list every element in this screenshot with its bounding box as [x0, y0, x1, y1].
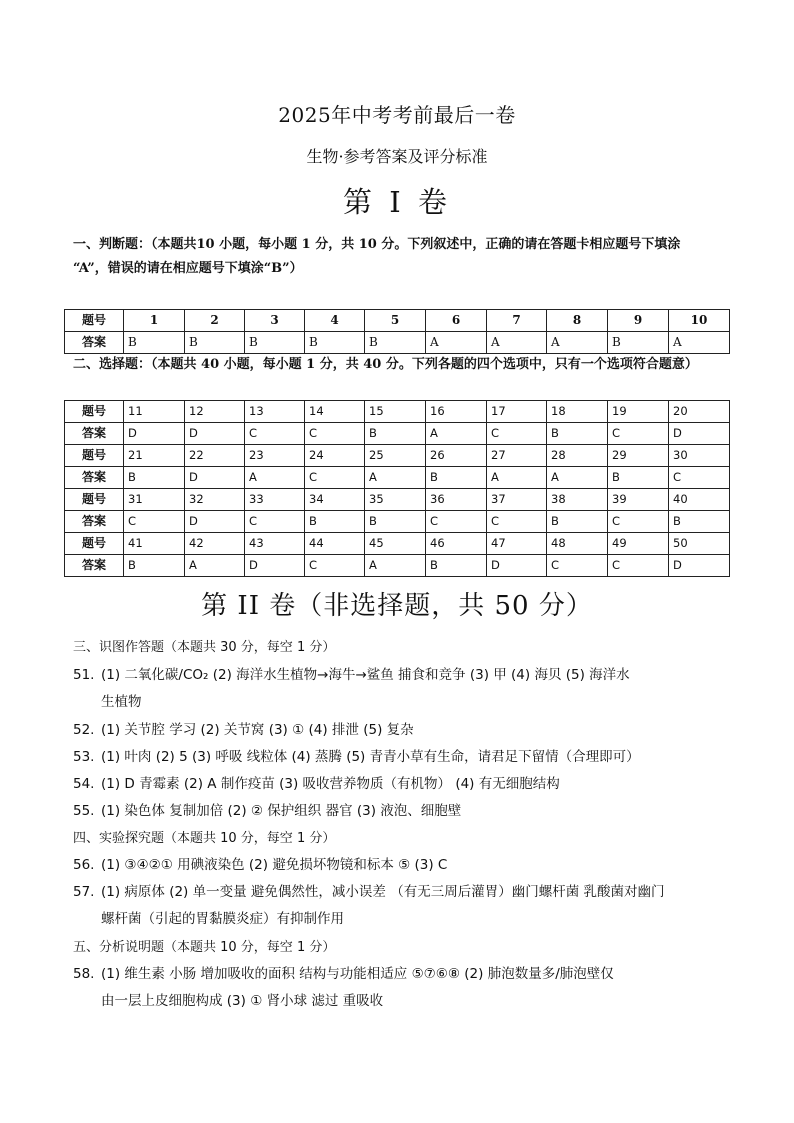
answer-cell: C [608, 423, 669, 445]
row-header-number: 题号 [65, 445, 124, 467]
table-row [65, 555, 730, 577]
item-text: (1) 关节腔 学习 (2) 关节窝 (3) ① (4) 排泄 (5) 复杂 [101, 722, 414, 738]
item-text: (1) 病原体 (2) 单一变量 避免偶然性，减小误差 （有无三周后灌胃）幽门螺杆菌 乳酸菌对幽门 [101, 884, 665, 900]
item-number: 55. [73, 803, 95, 819]
section-1-heading-line1: 一、判断题：（本题共10 小题，每小题 1 分，共 10 分。下列叙述中，正确的请在答题卡相应题号下填涂 [73, 237, 681, 252]
question-number: 43 [245, 533, 305, 555]
question-number: 36 [426, 489, 487, 511]
answer-cell: D [669, 555, 730, 577]
question-number: 11 [124, 401, 185, 423]
answer-cell: C [608, 511, 669, 533]
row-header-answer: 答案 [65, 555, 124, 577]
answer-cell: B [305, 511, 365, 533]
page-title: 2025年中考考前最后一卷 [278, 103, 516, 127]
answer-cell: B [608, 467, 669, 489]
row-header-answer: 答案 [65, 511, 124, 533]
row-header-answer: 答案 [65, 467, 124, 489]
item-number: 51. [73, 667, 95, 683]
answer-cell: C [245, 423, 305, 445]
question-number: 20 [669, 401, 730, 423]
question-number: 44 [305, 533, 365, 555]
answer-item-52 [73, 717, 728, 744]
item-text: (1) 二氧化碳/CO₂ (2) 海洋水生植物→海牛→鲨鱼 捕食和竞争 (3) 甲 (4) 海贝 (5) 海洋水 [101, 667, 630, 683]
item-text: (1) 叶肉 (2) 5 (3) 呼吸 线粒体 (4) 蒸腾 (5) 青青小草有生命，请君足下留情（合理即可） [101, 749, 640, 765]
question-number: 28 [547, 445, 608, 467]
question-number: 21 [124, 445, 185, 467]
answer-cell: B [124, 467, 185, 489]
answer-cell: D [245, 555, 305, 577]
question-number: 6 [426, 310, 487, 332]
question-number: 23 [245, 445, 305, 467]
answer-cell: B [365, 511, 426, 533]
answer-cell: B [547, 511, 608, 533]
answer-cell: C [487, 423, 547, 445]
question-number: 22 [185, 445, 245, 467]
judgment-answer-table [64, 309, 730, 354]
question-number: 4 [305, 310, 365, 332]
section-1-heading-line2: “A”，错误的请在相应题号下填涂“B”） [73, 261, 303, 276]
answer-cell: C [305, 467, 365, 489]
item-text-continued: 生植物 [101, 694, 142, 710]
question-number: 38 [547, 489, 608, 511]
answer-cell: A [487, 332, 547, 354]
answer-cell: B [426, 467, 487, 489]
answer-cell: D [487, 555, 547, 577]
section-2-heading: 二、选择题：（本题共 40 小题，每小题 1 分，共 40 分。下列各题的四个选项中，只有一个选项符合题意） [73, 357, 698, 372]
item-number: 57. [73, 884, 95, 900]
question-number: 24 [305, 445, 365, 467]
volume-2-heading: 第 II 卷（非选择题，共 50 分） [201, 591, 593, 621]
table-row [65, 332, 730, 354]
answer-cell: B [669, 511, 730, 533]
question-number: 13 [245, 401, 305, 423]
row-header-answer: 答案 [65, 332, 124, 354]
answer-cell: C [547, 555, 608, 577]
question-number: 31 [124, 489, 185, 511]
question-number: 16 [426, 401, 487, 423]
question-number: 37 [487, 489, 547, 511]
question-number: 49 [608, 533, 669, 555]
answer-cell: C [426, 511, 487, 533]
item-text: (1) ③④②① 用碘液染色 (2) 避免损坏物镜和标本 ⑤ (3) C [101, 857, 448, 873]
question-number: 14 [305, 401, 365, 423]
answer-cell: B [365, 332, 426, 354]
answer-item-57 [73, 879, 728, 933]
answer-cell: B [547, 423, 608, 445]
question-number: 26 [426, 445, 487, 467]
row-header-number: 题号 [65, 401, 124, 423]
row-header-number: 题号 [65, 489, 124, 511]
item-text: (1) D 青霉素 (2) A 制作疫苗 (3) 吸收营养物质（有机物） (4) 有无细胞结构 [101, 776, 560, 792]
part-5-heading: 五、分析说明题（本题共 10 分，每空 1 分） [73, 940, 336, 955]
item-text: (1) 染色体 复制加倍 (2) ② 保护组织 器官 (3) 液泡、细胞壁 [101, 803, 462, 819]
answer-cell: A [245, 467, 305, 489]
answer-cell: D [669, 423, 730, 445]
item-text: (1) 维生素 小肠 增加吸收的面积 结构与功能相适应 ⑤⑦⑥⑧ (2) 肺泡数量多/肺泡壁仅 [101, 966, 614, 982]
answer-cell: B [185, 332, 245, 354]
question-number: 7 [487, 310, 547, 332]
question-number: 34 [305, 489, 365, 511]
answer-cell: A [547, 332, 608, 354]
answer-cell: D [185, 423, 245, 445]
table-row [65, 489, 730, 511]
answer-item-56 [73, 852, 728, 879]
choice-answer-table [64, 400, 730, 577]
answer-cell: A [365, 467, 426, 489]
table-row [65, 401, 730, 423]
item-number: 53. [73, 749, 95, 765]
table-row [65, 423, 730, 445]
question-number: 47 [487, 533, 547, 555]
answer-cell: C [669, 467, 730, 489]
question-number: 30 [669, 445, 730, 467]
question-number: 18 [547, 401, 608, 423]
answer-cell: C [305, 423, 365, 445]
question-number: 42 [185, 533, 245, 555]
question-number: 5 [365, 310, 426, 332]
answer-cell: A [365, 555, 426, 577]
question-number: 41 [124, 533, 185, 555]
question-number: 48 [547, 533, 608, 555]
question-number: 33 [245, 489, 305, 511]
question-number: 2 [185, 310, 245, 332]
answer-cell: C [124, 511, 185, 533]
item-text-continued: 由一层上皮细胞构成 (3) ① 肾小球 滤过 重吸收 [101, 993, 384, 1009]
item-number: 56. [73, 857, 95, 873]
answer-cell: A [426, 423, 487, 445]
item-number: 54. [73, 776, 95, 792]
answer-item-53 [73, 744, 728, 771]
question-number: 1 [124, 310, 185, 332]
row-header-answer: 答案 [65, 423, 124, 445]
table-row [65, 310, 730, 332]
answer-item-54 [73, 771, 728, 798]
question-number: 45 [365, 533, 426, 555]
question-number: 19 [608, 401, 669, 423]
answer-cell: A [487, 467, 547, 489]
table-row [65, 533, 730, 555]
table-row [65, 511, 730, 533]
answer-cell: B [124, 332, 185, 354]
question-number: 10 [669, 310, 730, 332]
question-number: 50 [669, 533, 730, 555]
question-number: 12 [185, 401, 245, 423]
table-row [65, 445, 730, 467]
item-number: 52. [73, 722, 95, 738]
question-number: 3 [245, 310, 305, 332]
answer-cell: A [669, 332, 730, 354]
answer-cell: B [305, 332, 365, 354]
answer-cell: C [305, 555, 365, 577]
question-number: 39 [608, 489, 669, 511]
question-number: 25 [365, 445, 426, 467]
volume-1-heading: 第 I 卷 [343, 185, 451, 219]
answer-cell: B [124, 555, 185, 577]
answer-item-55 [73, 798, 728, 825]
answer-item-58 [73, 961, 728, 1015]
question-number: 15 [365, 401, 426, 423]
item-number: 58. [73, 966, 95, 982]
section-1-heading [73, 233, 733, 281]
part-4-heading: 四、实验探究题（本题共 10 分，每空 1 分） [73, 831, 336, 846]
answer-cell: B [426, 555, 487, 577]
answer-cell: D [185, 467, 245, 489]
answer-cell: A [426, 332, 487, 354]
answer-cell: C [608, 555, 669, 577]
table-row [65, 467, 730, 489]
answer-cell: A [185, 555, 245, 577]
row-header-number: 题号 [65, 310, 124, 332]
question-number: 27 [487, 445, 547, 467]
question-number: 32 [185, 489, 245, 511]
answer-cell: A [547, 467, 608, 489]
question-number: 46 [426, 533, 487, 555]
answer-cell: B [245, 332, 305, 354]
question-number: 8 [547, 310, 608, 332]
answer-cell: D [124, 423, 185, 445]
answer-item-51 [73, 662, 728, 716]
item-text-continued: 螺杆菌（引起的胃黏膜炎症）有抑制作用 [101, 911, 344, 927]
question-number: 17 [487, 401, 547, 423]
answer-cell: D [185, 511, 245, 533]
answer-cell: B [365, 423, 426, 445]
answer-cell: C [245, 511, 305, 533]
part-3-heading: 三、识图作答题（本题共 30 分，每空 1 分） [73, 640, 336, 655]
question-number: 9 [608, 310, 669, 332]
question-number: 29 [608, 445, 669, 467]
row-header-number: 题号 [65, 533, 124, 555]
answer-cell: B [608, 332, 669, 354]
question-number: 35 [365, 489, 426, 511]
page-subtitle: 生物·参考答案及评分标准 [306, 147, 488, 166]
question-number: 40 [669, 489, 730, 511]
answer-cell: C [487, 511, 547, 533]
